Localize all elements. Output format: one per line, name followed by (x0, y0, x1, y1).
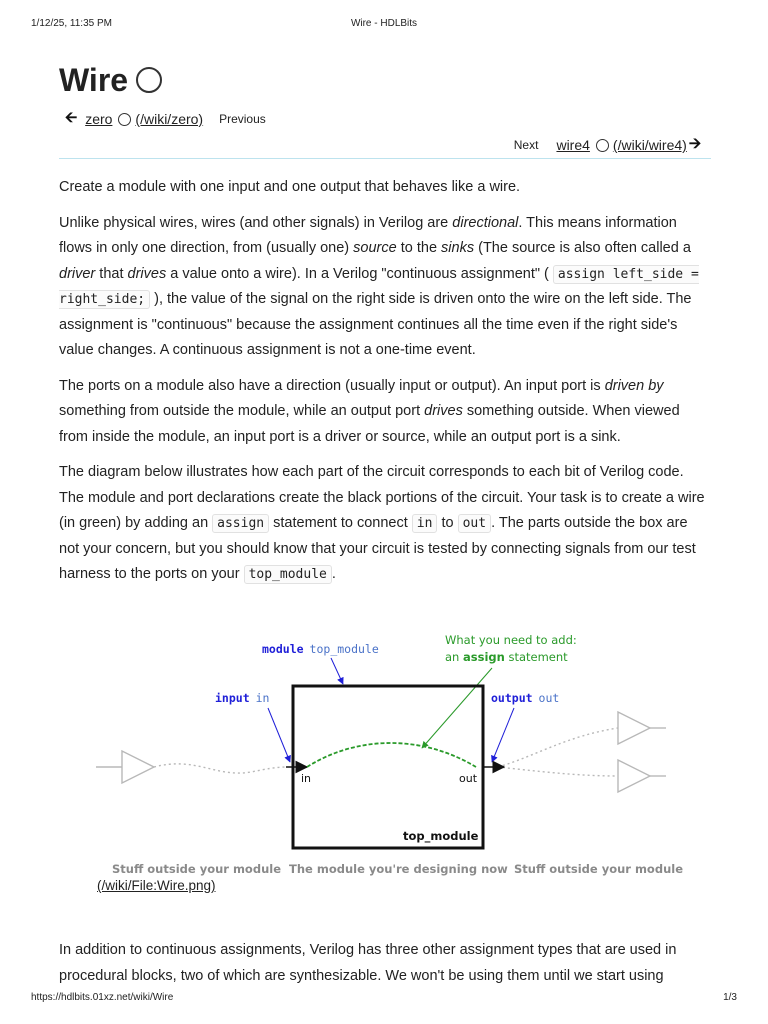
inline-code: assign left_side = right_side; (59, 266, 699, 307)
right-buffer-top-icon (618, 712, 650, 744)
status-circle-icon (136, 67, 162, 93)
text: . (331, 566, 336, 582)
prev-nav (65, 109, 266, 129)
note-line-1: What you need to add: (445, 633, 577, 647)
prev-label: Previous (219, 112, 266, 126)
left-outside-wire (154, 764, 286, 773)
page-content (59, 58, 711, 582)
text: . The parts outside the box are not your concern, but you should know that your circuit is tested by connecting signals from our test harness to the ports on your (59, 515, 696, 582)
article-body (59, 175, 711, 598)
paragraph-directional (59, 211, 711, 364)
emphasis: driven by (604, 377, 664, 394)
text: The ports on a module also have a direction (usually input or output). An input port is (59, 377, 605, 394)
print-title: Wire - HDLBits (350, 18, 418, 29)
text: ), the value of the signal on the right side is driven onto the wire on the left side. The assignment is "continuous" because the assignment continues all the time even if the right side's value changes. A continuous assignment is not a one-time event. (59, 291, 692, 358)
figure-file-link[interactable]: (/wiki/File:Wire.png) (97, 878, 216, 893)
right-outside-wire-bottom (498, 767, 618, 776)
text: The diagram below illustrates how each part of the circuit corresponds to each bit of Verilog code. The module and port declarations create the black portions of the circuit. Your task is to create a wire (in green) by adding an (59, 464, 705, 531)
next-status-circle-icon (596, 139, 609, 152)
module-decl-arrow (331, 658, 343, 684)
diagram-svg (36, 566, 683, 876)
arrow-right-icon: 🡪 (688, 134, 701, 152)
prev-status-circle-icon (118, 113, 131, 126)
emphasis: source (353, 240, 397, 256)
text: (The source is also often called a (474, 240, 691, 256)
text: that (95, 265, 128, 282)
text: something from outside the module, while an output port (59, 403, 425, 419)
inline-code: assign (212, 514, 269, 533)
next-nav (514, 135, 701, 155)
port-in-label: in (301, 772, 312, 785)
note-line-2: an assign statement (445, 650, 568, 664)
arrow-left-icon: 🡨 (65, 108, 78, 126)
input-decl-label: input in (215, 691, 270, 705)
emphasis: drives (424, 403, 463, 419)
text: statement to connect (269, 515, 412, 531)
right-buffer-bottom-icon (618, 760, 650, 792)
emphasis: sinks (441, 240, 475, 256)
inline-code: top_module (244, 565, 332, 584)
caption-right: Stuff outside your module (514, 862, 683, 876)
text: Unlike physical wires, wires (and other signals) in Verilog are (59, 214, 453, 231)
wire-diagram (36, 566, 683, 876)
inline-code: out (458, 514, 491, 533)
caption-left: Stuff outside your module (112, 862, 281, 876)
divider (59, 158, 711, 159)
module-decl-label: module top_module (262, 642, 379, 656)
next-link[interactable]: wire4 (556, 137, 590, 153)
page-title (59, 58, 711, 102)
text: . This means information flows in only one direction, from (usually one) (59, 214, 677, 256)
print-page-number: 1/3 (723, 992, 737, 1003)
next-path-link[interactable]: (/wiki/wire4) (612, 137, 687, 153)
page-title-text: Wire (59, 62, 129, 98)
intro-paragraph: Create a module with one input and one output that behaves like a wire. (59, 179, 521, 195)
input-decl-arrow (268, 708, 290, 762)
continued-text (59, 938, 711, 999)
left-buffer-icon (122, 751, 154, 783)
text: to (437, 515, 458, 531)
box-label: top_module (403, 829, 479, 843)
output-decl-arrow (492, 708, 514, 762)
right-outside-wire-top (498, 728, 618, 767)
text: to the (396, 240, 442, 256)
prev-link[interactable]: zero (85, 111, 113, 127)
caption-center: The module you're designing now (289, 862, 508, 876)
emphasis: drives (127, 265, 167, 282)
green-wire (307, 743, 476, 767)
text: something outside. When viewed from inside the module, an input port is a driver or source, while an output port is a sink. (59, 403, 680, 445)
print-url: https://hdlbits.01xz.net/wiki/Wire (31, 992, 174, 1003)
text: a value onto a wire). In a Verilog "continuous assignment" ( (166, 265, 553, 282)
inline-code: in (412, 514, 438, 533)
print-datetime: 1/12/25, 11:35 PM (31, 18, 112, 29)
next-label: Next (513, 138, 539, 152)
paragraph-ports (59, 374, 711, 451)
prev-path-link[interactable]: (/wiki/zero) (135, 111, 204, 127)
paragraph-assignment-types: In addition to continuous assignments, Verilog has three other assignment types that are used in procedural blocks, two of which are synthesizable. We won't be using them until we start using (59, 942, 677, 984)
emphasis: driver (59, 265, 96, 282)
port-out-label: out (459, 772, 478, 785)
output-decl-label: output out (491, 691, 560, 705)
emphasis: directional (452, 214, 519, 231)
